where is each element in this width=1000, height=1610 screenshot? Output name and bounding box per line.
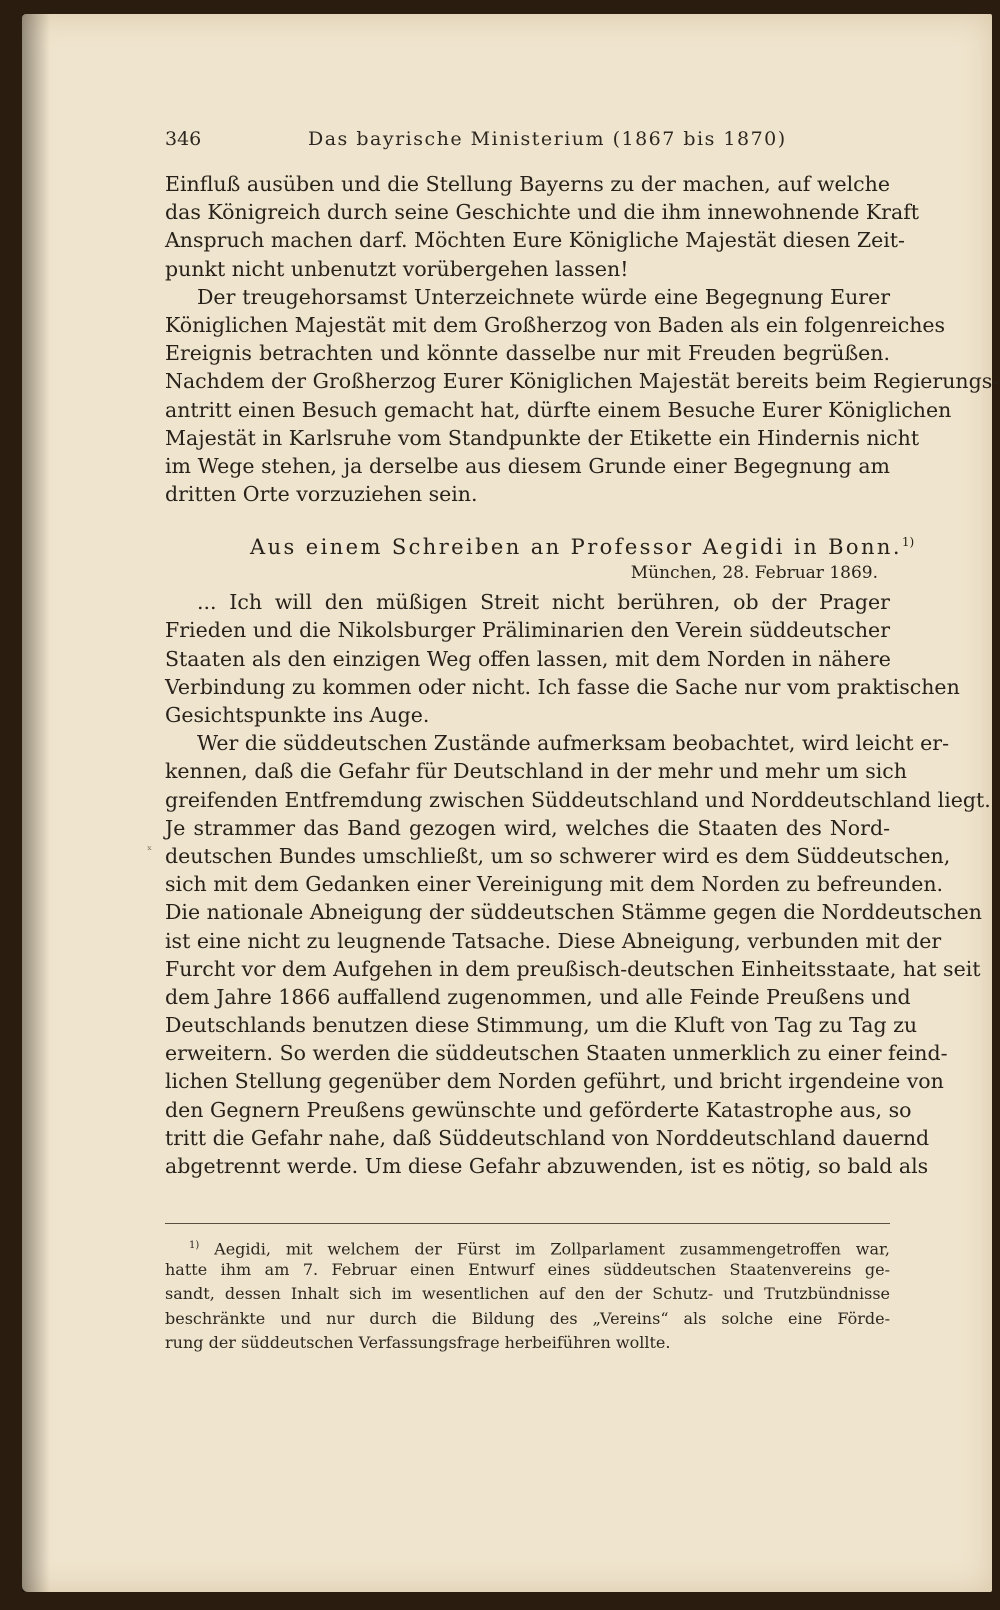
text-line: Verbindung zu kommen oder nicht. Ich fasse die Sache nur vom praktischen — [165, 674, 960, 699]
footnote — [165, 1234, 890, 1355]
text-line: Wer die süddeutschen Zustände aufmerksam beobachtet, wird leicht er- — [197, 731, 950, 756]
text-line: greifenden Entfremdung zwischen Süddeutschland und Norddeutschland liegt. — [165, 787, 991, 812]
footnote-line: rung der süddeutschen Verfassungsfrage herbeiführen wollte. — [165, 1332, 671, 1352]
text-line: Frieden und die Nikolsburger Präliminarien den Verein süddeutscher — [165, 618, 890, 643]
text-line: Staaten als den einzigen Weg offen lassen, mit dem Norden in nähere — [165, 646, 891, 671]
footnote-line — [165, 1234, 890, 1258]
page-number: 346 — [165, 128, 202, 150]
dateline: München, 28. Februar 1869. — [630, 563, 878, 584]
text-line: abgetrennt werde. Um diese Gefahr abzuwenden, ist es nötig, so bald als — [165, 1154, 929, 1178]
text-line: Königlichen Majestät mit dem Großherzog von Baden als ein folgenreiches — [165, 312, 946, 337]
text-line: Anspruch machen darf. Möchten Eure Königliche Majestät diesen Zeit- — [165, 228, 905, 253]
text-line: Nachdem der Großherzog Eurer Königlichen Majestät bereits beim Regierungs- — [165, 369, 1000, 394]
section-heading — [165, 522, 915, 560]
footnote-line: hatte ihm am 7. Februar einen Entwurf eines süddeutschen Staatenvereins ge- — [165, 1260, 890, 1280]
text-line: Einfluß ausüben und die Stellung Bayerns zu der machen, auf welche — [165, 172, 890, 196]
text-line: dritten Orte vorzuziehen sein. — [165, 482, 478, 507]
text-line: das Königreich durch seine Geschichte und die ihm innewohnende Kraft — [165, 200, 920, 225]
text-line: Ereignis betrachten und könnte dasselbe nur mit Freuden begrüßen. — [165, 341, 890, 366]
text-line: sich mit dem Gedanken einer Vereinigung mit dem Norden zu befreunden. — [165, 872, 944, 897]
footnote-line: sandt, dessen Inhalt sich im wesentlichen auf den der Schutz- und Trutzbündnisse — [165, 1284, 890, 1304]
text-line: dem Jahre 1866 auffallend zugenommen, und alle Feinde Preußens und — [165, 984, 911, 1009]
footnote-marker: 1) — [189, 1240, 200, 1251]
text-line: punkt nicht unbenutzt vorübergehen lassen! — [165, 256, 629, 281]
text-line: kennen, daß die Gefahr für Deutschland in der mehr und mehr um sich — [165, 759, 907, 784]
margin-mark: ˣ — [147, 843, 153, 857]
text-line: antritt einen Besuch gemacht hat, dürfte einem Besuche Eurer Königlichen — [165, 397, 952, 422]
text-line: tritt die Gefahr nahe, daß Süddeutschland von Norddeutschland dauernd — [165, 1125, 930, 1150]
text-line: lichen Stellung gegenüber dem Norden geführt, und bricht irgendeine von — [165, 1069, 944, 1094]
text-line: im Wege stehen, ja derselbe aus diesem Grunde einer Begegnung am — [165, 453, 890, 478]
text-line: Furcht vor dem Aufgehen in dem preußisch-deutschen Einheitsstaate, hat seit — [165, 956, 981, 981]
footnote-line: beschränkte und nur durch die Bildung des „Vereins“ als solche eine Förde- — [165, 1308, 890, 1328]
text-line: erweitern. So werden die süddeutschen Staaten unmerklich zu einer feind- — [165, 1041, 948, 1066]
text-line: ... Ich will den müßigen Streit nicht berühren, ob der Prager — [197, 590, 890, 615]
running-title: Das bayrische Ministerium (1867 bis 1870) — [308, 128, 787, 150]
footnote-ref: 1) — [901, 535, 915, 550]
text-line: Die nationale Abneigung der süddeutschen Stämme gegen die Norddeutschen — [165, 900, 983, 925]
text-line: Je strammer das Band gezogen wird, welches die Staaten des Nord- — [165, 815, 890, 840]
footnote-rule — [165, 1223, 890, 1224]
body-text — [165, 170, 1000, 1180]
text-line: den Gegnern Preußens gewünschte und geförderte Katastrophe aus, so — [165, 1097, 912, 1122]
text-line: Deutschlands benutzen diese Stimmung, um die Kluft von Tag zu Tag zu — [165, 1013, 918, 1038]
text-line: Gesichtspunkte ins Auge. — [165, 703, 430, 727]
footnote-line-text: Aegidi, mit welchem der Fürst im Zollparlament zusammengetroffen war, — [214, 1239, 890, 1259]
section-heading-text: Aus einem Schreiben an Professor Aegidi in Bonn. — [250, 535, 902, 560]
text-line: ist eine nicht zu leugnende Tatsache. Diese Abneigung, verbunden mit der — [165, 928, 942, 953]
text-line: Der treugehorsamst Unterzeichnete würde eine Begegnung Eurer — [197, 284, 890, 309]
text-line: deutschen Bundes umschließt, um so schwerer wird es dem Süddeutschen, — [165, 843, 951, 868]
text-line: Majestät in Karlsruhe vom Standpunkte der Etikette ein Hindernis nicht — [165, 425, 920, 450]
